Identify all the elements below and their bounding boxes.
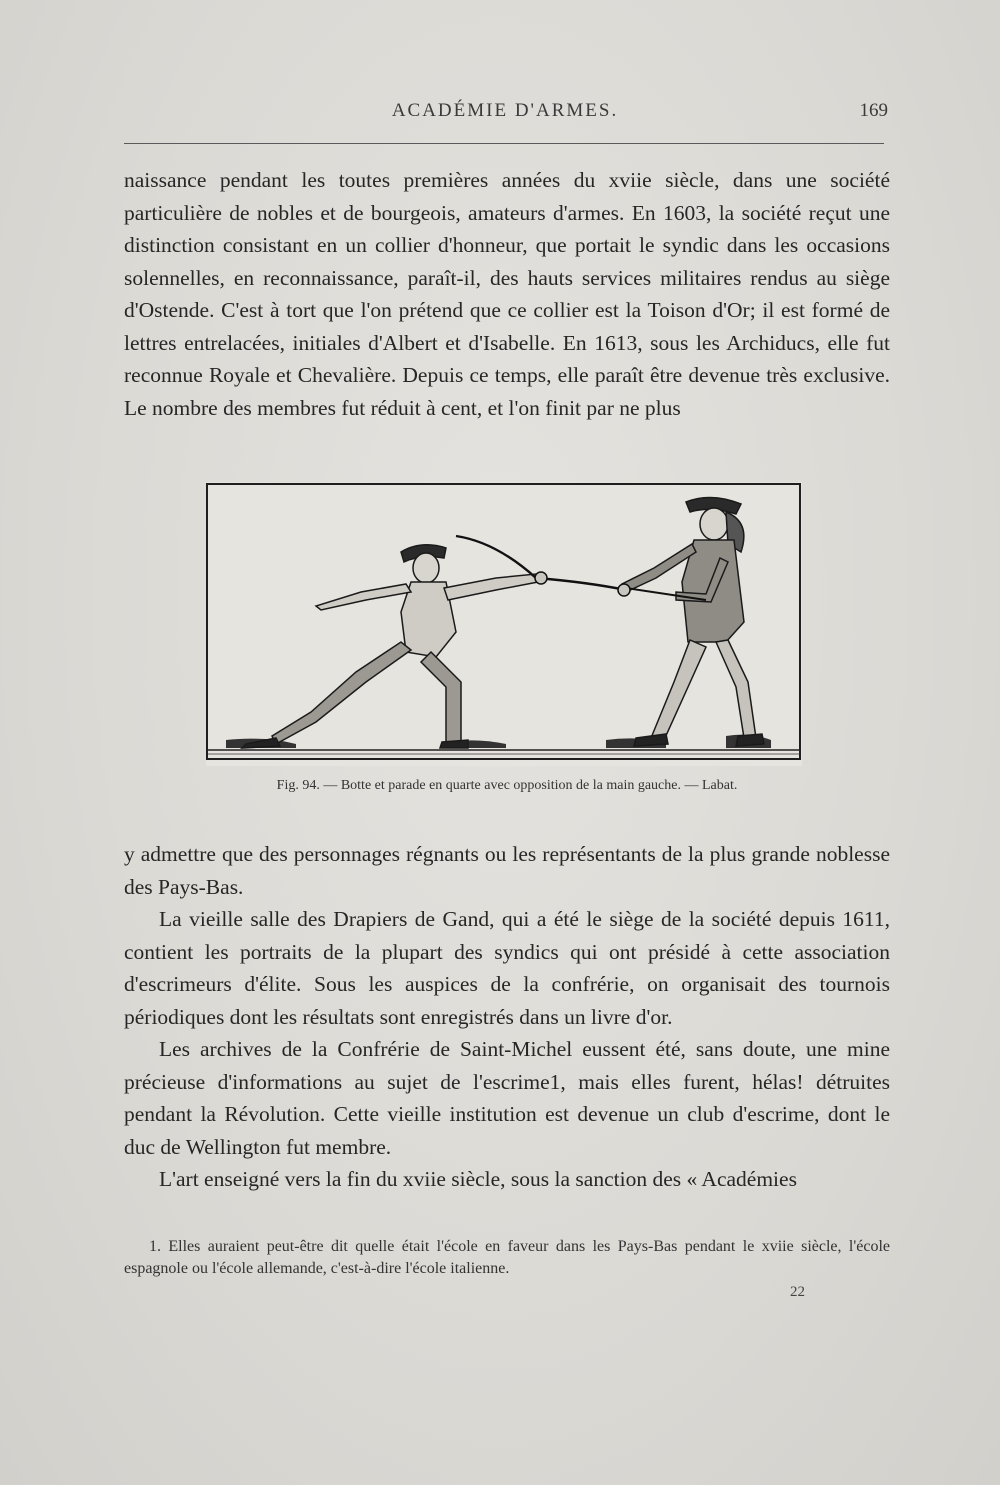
footnote-text: 1. Elles auraient peut-être dit quelle était l'école en faveur dans les Pays-Bas pendant le xviie siècle, l'école espagnole ou l'école allemande, c'est-à-dire l'école italienne.	[124, 1238, 890, 1277]
fencing-illustration	[206, 482, 802, 766]
paragraph-continuation: y admettre que des personnages régnants ou les représentants de la plus grande noblesse des Pays-Bas.	[124, 842, 890, 899]
running-head-title: ACADÉMIE D'ARMES.	[391, 100, 619, 121]
running-head	[122, 100, 888, 132]
figure-caption: Fig. 94. — Botte et parade en quarte avec opposition de la main gauche. — Labat.	[276, 778, 738, 793]
page-number: 169	[859, 100, 888, 121]
paragraph-drapiers: La vieille salle des Drapiers de Gand, qui a été le siège de la société depuis 1611, contient les portraits de la plupart des syndics qui ont présidé à cette association d'escrimeurs d'élite. Sous les auspices de la confrérie, on organisait des tournois périodiques dont les résultats sont enregistrés dans un livre d'or.	[124, 907, 890, 1029]
body-text-bottom	[124, 838, 890, 1196]
paragraph-art-enseigne: L'art enseigné vers la fin du xviie siècle, sous la sanction des « Académies	[159, 1167, 797, 1191]
footnote	[124, 1236, 890, 1280]
signature-mark: 22	[790, 1284, 805, 1300]
fencing-engraving	[206, 482, 802, 766]
body-text-top	[124, 164, 890, 424]
paragraph-archives: Les archives de la Confrérie de Saint-Michel eussent été, sans doute, une mine précieuse d'informations au sujet de l'escrime1, mais elles furent, hélas! détruites pendant la Révolution. Cette vieille institution est devenue un club d'escrime, dont le duc de Wellington fut membre.	[124, 1037, 890, 1159]
paragraph: naissance pendant les toutes premières années du xviie siècle, dans une société particulière de nobles et de bourgeois, amateurs d'armes. En 1603, la société reçut une distinction consistant en un collier d'honneur, que portait le syndic dans les occasions solennelles, en reconnaissance, paraît-il, des hauts services militaires rendus au siège d'Ostende. C'est à tort que l'on prétend que ce collier est la Toison d'Or; il est formé de lettres entrelacées, initiales d'Albert et d'Isabelle. En 1613, sous les Archiducs, elle fut reconnue Royale et Chevalière. Depuis ce temps, elle paraît être devenue très exclusive. Le nombre des membres fut réduit à cent, et l'on finit par ne plus	[124, 168, 890, 420]
header-rule	[124, 143, 884, 144]
